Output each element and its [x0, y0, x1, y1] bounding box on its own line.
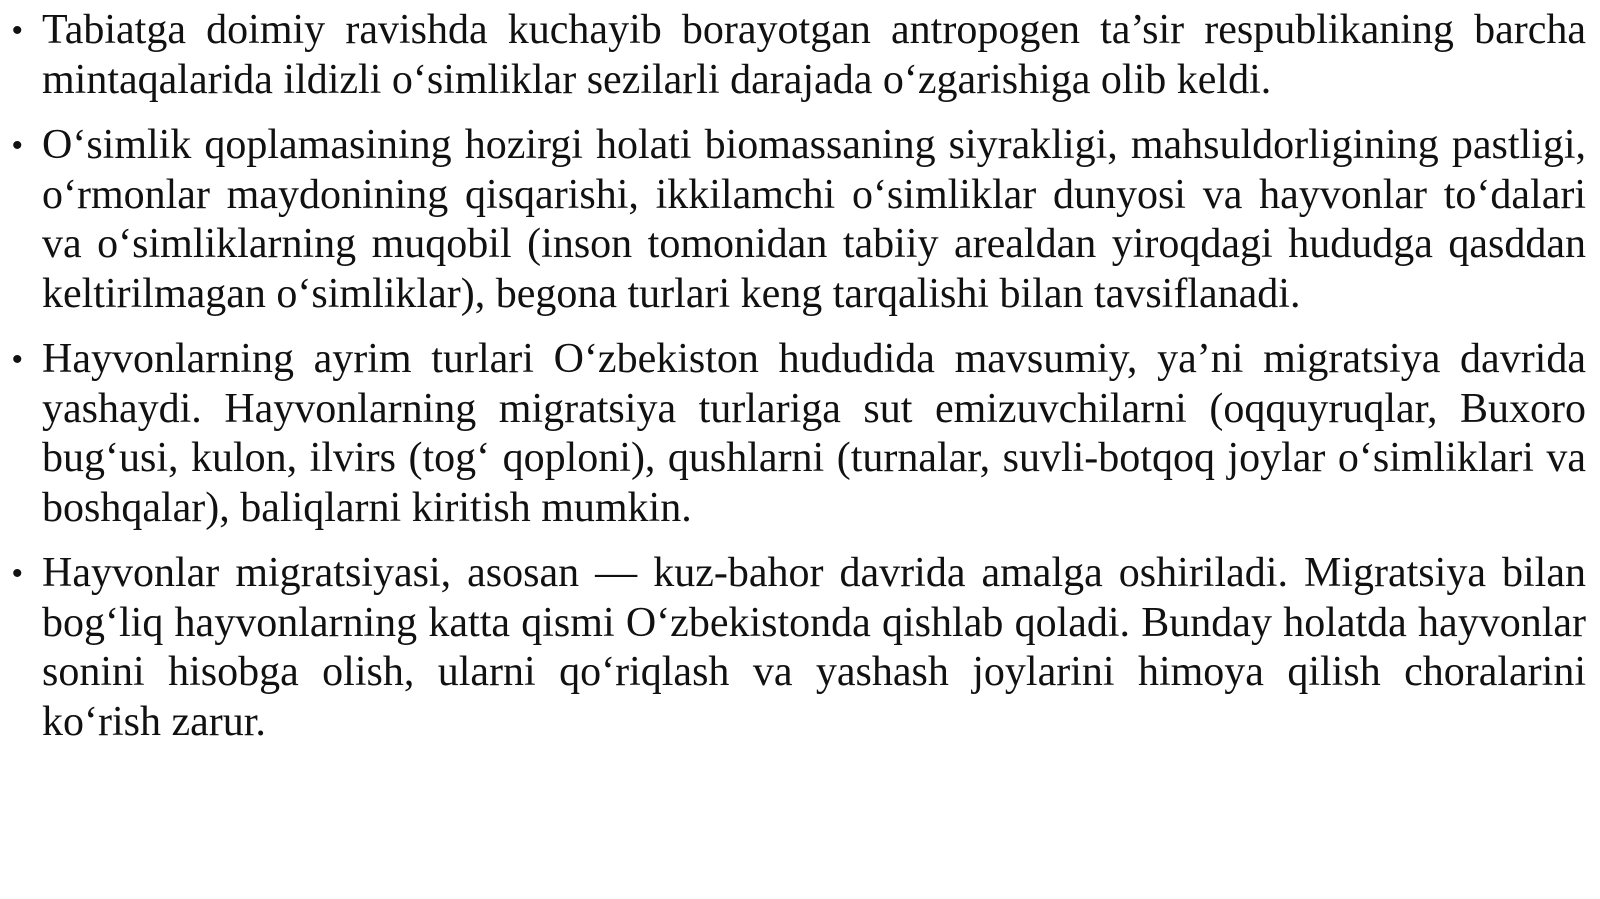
bullet-dot-icon: •	[12, 557, 23, 590]
bullet-dot-icon: •	[12, 343, 23, 376]
bullet-list	[12, 6, 1586, 763]
bullet-item	[12, 121, 1586, 319]
bullet-item	[12, 335, 1586, 533]
bullet-text: O‘simlik qoplamasining hozirgi holati biomassaning siyrakligi, mahsuldorligining pastligi, o‘rmonlar maydonining qisqarishi, ikkilamchi o‘simliklar dunyosi va hayvonlar to‘dalari va o‘simliklarning muqobil (inson tomonidan tabiiy arealdan yiroqdagi hududga qasddan keltirilmagan o‘simliklar), begona turlari keng tarqalishi bilan tavsiflanadi.	[42, 122, 1586, 317]
bullet-dot-icon: •	[12, 129, 23, 162]
bullet-text: Hayvonlar migratsiyasi, asosan — kuz-bahor davrida amalga oshiriladi. Migratsiya bilan bog‘liq hayvonlarning katta qismi O‘zbekistonda qishlab qoladi. Bunday holatda hayvonlar sonini hisobga olish, ularni qo‘riqlash va yashash joylarini himoya qilish choralarini ko‘rish zarur.	[42, 550, 1586, 745]
bullet-text: Tabiatga doimiy ravishda kuchayib borayotgan antropogen ta’sir respublikaning barcha mintaqalarida ildizli o‘simliklar sezilarli darajada o‘zgarishiga olib keldi.	[42, 7, 1586, 103]
bullet-dot-icon: •	[12, 14, 23, 47]
bullet-item	[12, 549, 1586, 747]
bullet-text: Hayvonlarning ayrim turlari O‘zbekiston hududida mavsumiy, ya’ni migratsiya davrida yashaydi. Hayvonlarning migratsiya turlariga sut emizuvchilarni (oqquyruqlar, Buxoro bug‘usi, kulon, ilvirs (tog‘ qoploni), qushlarni (turnalar, suvli-botqoq joylar o‘simliklari va boshqalar), baliqlarni kiritish mumkin.	[42, 336, 1586, 531]
bullet-item	[12, 6, 1586, 105]
